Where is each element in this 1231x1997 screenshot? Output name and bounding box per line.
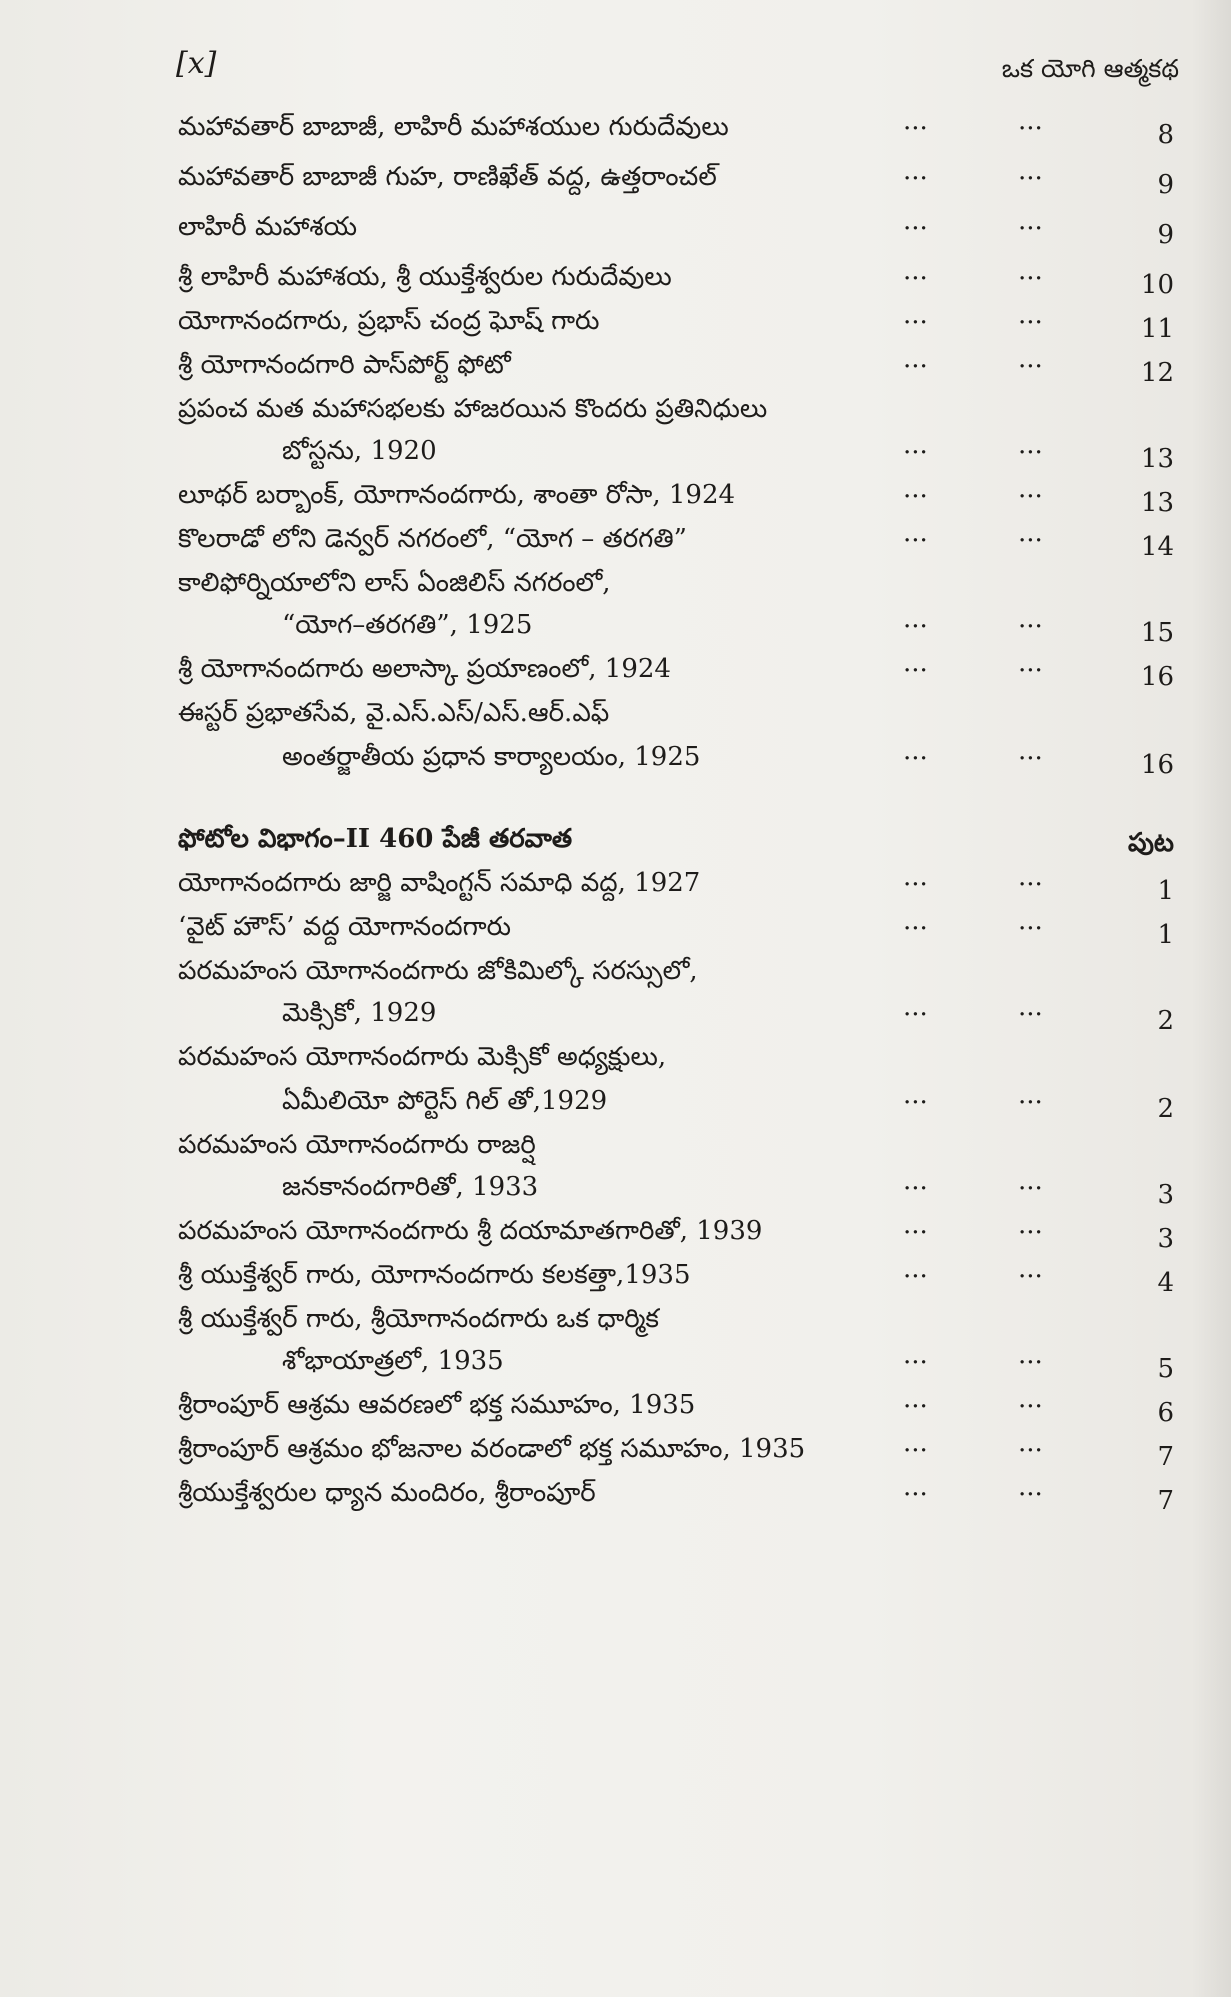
toc-entry-title: పరమహంస యోగానందగారు జోకిమిల్కో సరస్సులో, bbox=[178, 956, 698, 986]
leader-dots: ... bbox=[1018, 1210, 1043, 1240]
toc-entry-page-number: 12 bbox=[1140, 358, 1174, 388]
toc-entry-page-number: 11 bbox=[1140, 314, 1174, 344]
leader-dots: ... bbox=[903, 1080, 928, 1110]
section-heading-title: ఫోటోల విభాగం–II 460 పేజీ తరవాత bbox=[178, 824, 573, 854]
toc-entry-page-number: 13 bbox=[1140, 488, 1174, 518]
leader-dots: ... bbox=[903, 1254, 928, 1284]
toc-entry-title: “యోగ–తరగతి”, 1925 bbox=[282, 610, 533, 640]
toc-entry-row bbox=[0, 106, 1231, 162]
toc-entry-page-number: 9 bbox=[1157, 220, 1174, 250]
leader-dots: ... bbox=[1018, 1472, 1043, 1502]
leader-dots: ... bbox=[1018, 106, 1043, 136]
page-number-roman: [x] bbox=[176, 46, 217, 81]
toc-entry-title: కొలరాడో లోని డెన్వర్ నగరంలో, “యోగ – తరగతి” bbox=[178, 524, 687, 554]
leader-dots: ... bbox=[903, 906, 928, 936]
toc-entry-title: పరమహంస యోగానందగారు రాజర్షి bbox=[178, 1130, 536, 1160]
leader-dots: ... bbox=[1018, 344, 1043, 374]
leader-dots: ... bbox=[1018, 604, 1043, 634]
leader-dots: ... bbox=[903, 1428, 928, 1458]
toc-entry-title: పరమహంస యోగానందగారు మెక్సికో అధ్యక్షులు, bbox=[178, 1042, 667, 1072]
leader-dots: ... bbox=[903, 518, 928, 548]
leader-dots: ... bbox=[903, 344, 928, 374]
toc-entry-row bbox=[0, 1472, 1231, 1528]
leader-dots: ... bbox=[903, 1384, 928, 1414]
toc-entry-page-number: 2 bbox=[1157, 1006, 1174, 1036]
toc-entry-page-number: 2 bbox=[1157, 1094, 1174, 1124]
toc-entry-title: యోగానందగారు జార్జి వాషింగ్టన్ సమాధి వద్ద, 1927 bbox=[178, 868, 701, 898]
leader-dots: ... bbox=[903, 1472, 928, 1502]
leader-dots: ... bbox=[1018, 736, 1043, 766]
leader-dots: ... bbox=[903, 992, 928, 1022]
toc-entry-page-number: 3 bbox=[1157, 1180, 1174, 1210]
toc-entry-page-number: 1 bbox=[1157, 920, 1174, 950]
toc-entry-title: మహావతార్ బాబాజీ గుహ, రాణిఖేత్ వద్ద, ఉత్తరాంచల్ bbox=[178, 162, 717, 192]
leader-dots: ... bbox=[1018, 518, 1043, 548]
toc-entry-title: శ్రీయుక్తేశ్వరుల ధ్యాన మందిరం, శ్రీరాంపూర్ bbox=[178, 1478, 596, 1508]
toc-entry-page-number: 6 bbox=[1157, 1398, 1174, 1428]
leader-dots: ... bbox=[1018, 862, 1043, 892]
toc-entry-title: ఏమీలియో పోర్టెస్ గిల్ తో,1929 bbox=[282, 1086, 608, 1116]
leader-dots: ... bbox=[903, 736, 928, 766]
leader-dots: ... bbox=[1018, 430, 1043, 460]
leader-dots: ... bbox=[1018, 1340, 1043, 1370]
toc-entry-title: శ్రీ యుక్తేశ్వర్ గారు, శ్రీయోగానందగారు ఒక ధార్మిక bbox=[178, 1304, 660, 1334]
toc-entry-title: శ్రీ లాహిరీ మహాశయ, శ్రీ యుక్తేశ్వరుల గురుదేవులు bbox=[178, 262, 672, 292]
toc-entry-title: యోగానందగారు, ప్రభాస్ చంద్ర ఘోష్ గారు bbox=[178, 306, 600, 336]
toc-entry-title: శ్రీ యోగానందగారి పాస్‌పోర్ట్ ఫోటో bbox=[178, 350, 511, 380]
toc-entry-row bbox=[0, 206, 1231, 262]
toc-entry-title: లాహిరీ మహాశయ bbox=[178, 212, 358, 242]
toc-entry-page-number: 7 bbox=[1157, 1442, 1174, 1472]
toc-entry-title: అంతర్జాతీయ ప్రధాన కార్యాలయం, 1925 bbox=[282, 742, 701, 772]
leader-dots: ... bbox=[1018, 1080, 1043, 1110]
toc-entry-title: మెక్సికో, 1929 bbox=[282, 998, 437, 1028]
leader-dots: ... bbox=[1018, 300, 1043, 330]
toc-entry-page-number: 3 bbox=[1157, 1224, 1174, 1254]
leader-dots: ... bbox=[903, 474, 928, 504]
toc-entry-page-number: 13 bbox=[1140, 444, 1174, 474]
section-page-column-label: పుట bbox=[1127, 828, 1174, 858]
toc-entry-title: శ్రీరాంపూర్ ఆశ్రమం భోజనాల వరండాలో భక్త సమూహం, 1935 bbox=[178, 1434, 806, 1464]
leader-dots: ... bbox=[1018, 1254, 1043, 1284]
toc-entry-title: లూథర్ బర్బాంక్, యోగానందగారు, శాంతా రోసా, 1924 bbox=[178, 480, 736, 510]
leader-dots: ... bbox=[1018, 1166, 1043, 1196]
toc-entry-title: మహావతార్ బాబాజీ, లాహిరీ మహాశయుల గురుదేవులు bbox=[178, 112, 729, 142]
leader-dots: ... bbox=[903, 256, 928, 286]
toc-entry-page-number: 8 bbox=[1157, 120, 1174, 150]
toc-entry-title: ప్రపంచ మత మహాసభలకు హాజరయిన కొందరు ప్రతినిధులు bbox=[178, 394, 768, 424]
leader-dots: ... bbox=[1018, 906, 1043, 936]
leader-dots: ... bbox=[903, 1166, 928, 1196]
toc-entry-row bbox=[0, 156, 1231, 212]
toc-entry-page-number: 16 bbox=[1140, 750, 1174, 780]
toc-entry-page-number: 10 bbox=[1140, 270, 1174, 300]
leader-dots: ... bbox=[903, 1340, 928, 1370]
leader-dots: ... bbox=[903, 430, 928, 460]
toc-entry-page-number: 14 bbox=[1140, 532, 1174, 562]
leader-dots: ... bbox=[1018, 648, 1043, 678]
leader-dots: ... bbox=[903, 648, 928, 678]
toc-entry-row bbox=[0, 736, 1231, 792]
running-header-title: ఒక యోగి ఆత్మకథ bbox=[1001, 54, 1179, 83]
toc-entry-title: ఈస్టర్ ప్రభాతసేవ, వై.ఎస్.ఎస్/ఎస్.ఆర్.ఎఫ్ bbox=[178, 698, 610, 728]
toc-entry-title: ‘వైట్ హౌస్’ వద్ద యోగానందగారు bbox=[178, 912, 512, 942]
toc-entry-title: శ్రీ యుక్తేశ్వర్ గారు, యోగానందగారు కలకత్తా,1935 bbox=[178, 1260, 691, 1290]
toc-entry-page-number: 9 bbox=[1157, 170, 1174, 200]
leader-dots: ... bbox=[903, 1210, 928, 1240]
leader-dots: ... bbox=[903, 604, 928, 634]
toc-entry-title: శోభాయాత్రలో, 1935 bbox=[282, 1346, 504, 1376]
toc-entry-page-number: 7 bbox=[1157, 1486, 1174, 1516]
toc-entry-title: శ్రీరాంపూర్ ఆశ్రమ ఆవరణలో భక్త సమూహం, 1935 bbox=[178, 1390, 696, 1420]
toc-entry-title: కాలిఫోర్నియాలోని లాస్ ఏంజిలిస్ నగరంలో, bbox=[178, 568, 611, 598]
toc-entry-title: పరమహంస యోగానందగారు శ్రీ దయామాతగారితో, 1939 bbox=[178, 1216, 763, 1246]
leader-dots: ... bbox=[903, 106, 928, 136]
leader-dots: ... bbox=[903, 862, 928, 892]
leader-dots: ... bbox=[903, 300, 928, 330]
toc-entry-page-number: 16 bbox=[1140, 662, 1174, 692]
leader-dots: ... bbox=[903, 156, 928, 186]
leader-dots: ... bbox=[1018, 992, 1043, 1022]
leader-dots: ... bbox=[903, 206, 928, 236]
leader-dots: ... bbox=[1018, 474, 1043, 504]
leader-dots: ... bbox=[1018, 256, 1043, 286]
toc-entry-page-number: 1 bbox=[1157, 876, 1174, 906]
leader-dots: ... bbox=[1018, 1384, 1043, 1414]
toc-entry-title: జనకానందగారితో, 1933 bbox=[282, 1172, 539, 1202]
toc-entry-title: శ్రీ యోగానందగారు అలాస్కా ప్రయాణంలో, 1924 bbox=[178, 654, 671, 684]
leader-dots: ... bbox=[1018, 1428, 1043, 1458]
toc-entry-page-number: 4 bbox=[1157, 1268, 1174, 1298]
leader-dots: ... bbox=[1018, 206, 1043, 236]
toc-entry-page-number: 5 bbox=[1157, 1354, 1174, 1384]
toc-entry-page-number: 15 bbox=[1140, 618, 1174, 648]
leader-dots: ... bbox=[1018, 156, 1043, 186]
toc-entry-title: బోస్టను, 1920 bbox=[282, 436, 437, 466]
